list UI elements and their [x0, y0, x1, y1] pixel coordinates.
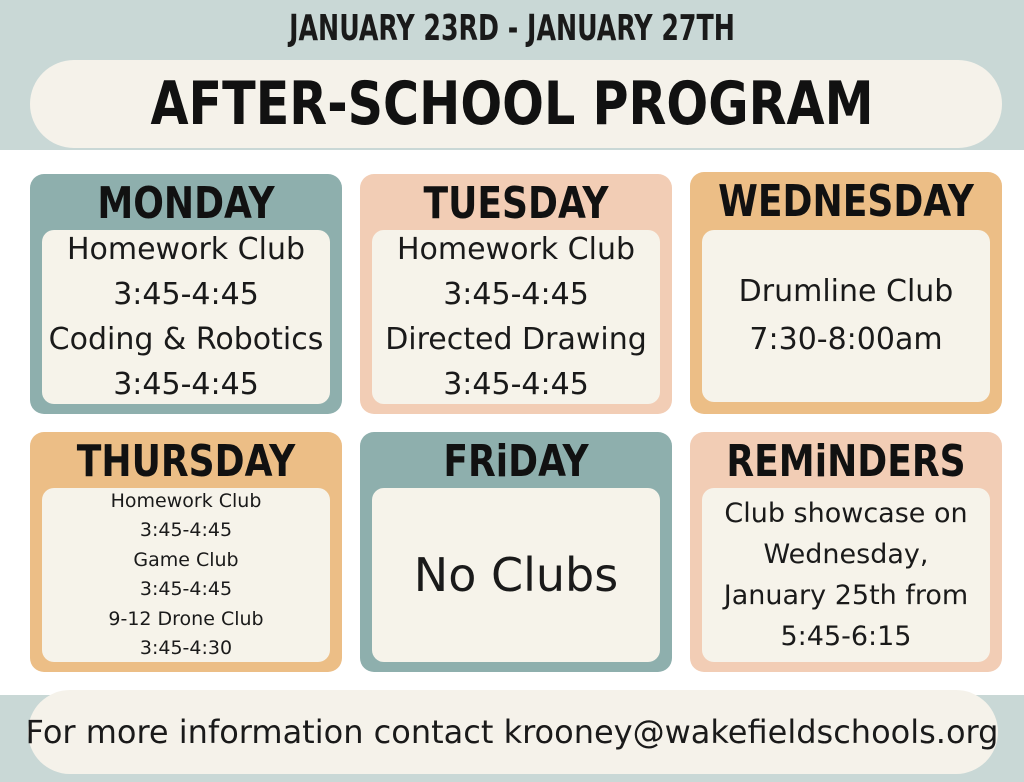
tuesday-heading: TUESDAY [423, 178, 609, 229]
tuesday-card [360, 174, 672, 414]
schedule-line: Directed Drawing [385, 322, 647, 357]
thursday-schedule [42, 488, 330, 662]
friday-heading: FRiDAY [443, 436, 589, 487]
schedule-line: 3:45-4:45 [139, 578, 233, 600]
reminder-line: Wednesday, [763, 539, 929, 570]
reminders-text [702, 488, 990, 662]
schedule-line: 9-12 Drone Club [108, 607, 264, 630]
schedule-line: 3:45-4:45 [139, 519, 233, 541]
thursday-heading: THURSDAY [76, 436, 296, 487]
schedule-line: 3:45-4:45 [113, 277, 259, 312]
page-title: AFTER-SCHOOL PROGRAM [150, 69, 874, 139]
reminders-card [690, 432, 1002, 672]
schedule-line: 7:30-8:00am [749, 322, 943, 357]
monday-schedule [42, 230, 330, 404]
reminder-line: 5:45-6:15 [780, 621, 912, 652]
schedule-line: Game Club [133, 548, 239, 571]
schedule-line: Drumline Club [738, 274, 954, 309]
schedule-line: 3:45-4:45 [443, 277, 589, 312]
contact-info: For more information contact krooney@wakefieldschools.org [25, 713, 999, 751]
schedule-line: 3:45-4:45 [443, 367, 589, 402]
schedule-line: Homework Club [66, 232, 306, 267]
reminders-heading: REMiNDERS [726, 436, 966, 487]
reminder-line: Club showcase on [724, 498, 968, 529]
schedule-line: Homework Club [110, 489, 262, 512]
monday-heading: MONDAY [97, 178, 275, 229]
schedule-line: No Clubs [413, 548, 619, 602]
reminder-line: January 25th from [723, 580, 969, 611]
schedule-line: Homework Club [396, 232, 636, 267]
wednesday-card [690, 172, 1002, 414]
tuesday-schedule [372, 230, 660, 404]
wednesday-heading: WEDNESDAY [718, 176, 974, 227]
schedule-line: 3:45-4:30 [139, 637, 233, 659]
schedule-line: 3:45-4:45 [113, 367, 259, 402]
friday-card [360, 432, 672, 672]
monday-card [30, 174, 342, 414]
schedule-line: Coding & Robotics [48, 322, 324, 357]
thursday-card [30, 432, 342, 672]
date-range: JANUARY 23RD - JANUARY 27TH [289, 8, 735, 49]
wednesday-schedule [702, 230, 990, 402]
friday-schedule [372, 488, 660, 662]
